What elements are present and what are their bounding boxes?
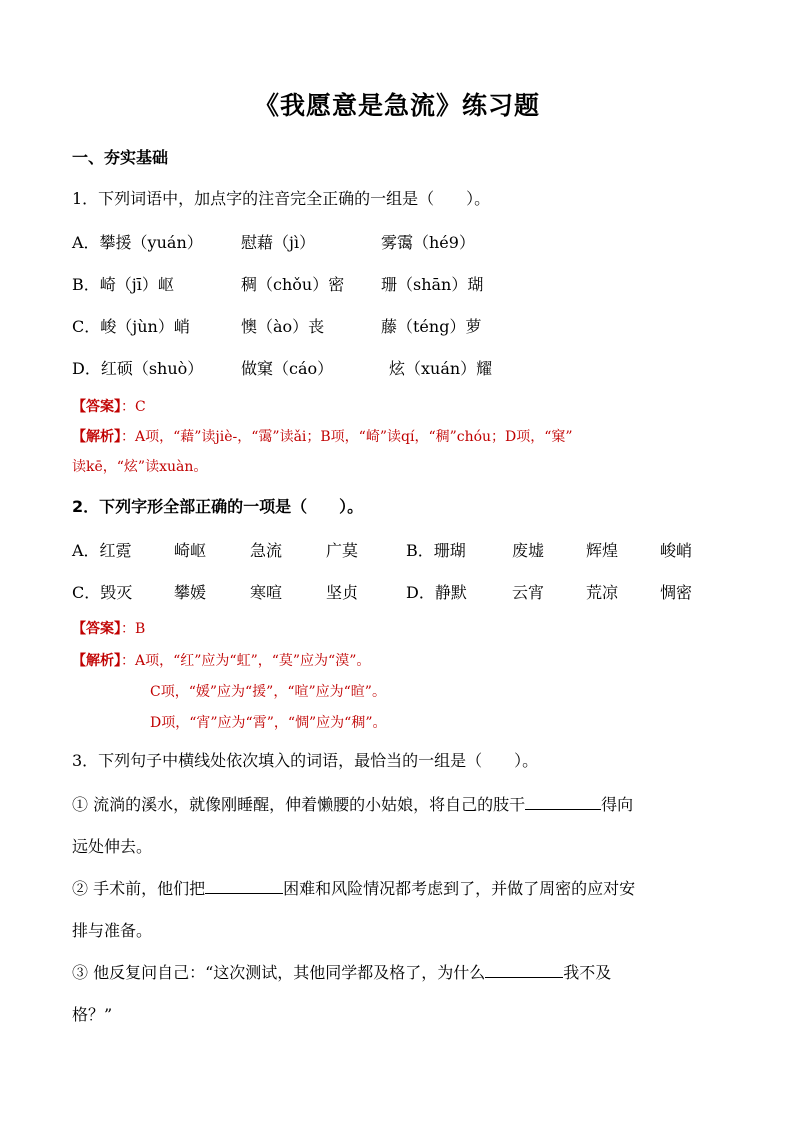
q1-analysis-line-1 [72,426,573,446]
q1-option-a-2: 慰藉（jì） [241,233,316,252]
q3-sentence-1-line-2: 远处伸去。 [72,837,153,856]
q2-row1-3: 急流 [250,541,283,560]
q2-analysis-line-2: C项，“媛”应为“援”，“喧”应为“暄”。 [150,684,386,700]
analysis-label: 【解析】 [72,653,121,669]
q2-row2-7: 荒凉 [586,583,619,602]
page-title: 《我愿意是急流》练习题 [253,91,540,120]
question-1-stem: 1．下列词语中，加点字的注音完全正确的一组是（ ）。 [72,189,491,208]
question-2-stem: 2．下列字形全部正确的一项是（ ）。 [72,497,364,516]
q1-option-d-3: 炫（xuán）耀 [389,359,493,378]
answer-label: 【答案】 [72,399,121,415]
section-heading: 一、夯实基础 [72,148,169,167]
answer-value: ：C [121,399,146,415]
q1-option-b-1: B．崎（jī）岖 [72,275,174,294]
fill-blank-2[interactable] [205,879,283,894]
sentence-text: 我不及 [563,963,612,982]
q3-sentence-2-line-2: 排与准备。 [72,921,153,940]
sentence-text: ① 流淌的溪水，就像刚睡醒，伸着懒腰的小姑娘，将自己的肢干 [72,795,526,814]
q2-row2-8: 惆密 [660,583,693,602]
q1-option-c-2: 懊（ào）丧 [241,317,325,336]
q2-row1-5: B．珊瑚 [406,541,466,560]
sentence-text: ③ 他反复问自己：“这次测试，其他同学都及格了，为什么 [72,963,486,982]
question-3-stem: 3．下列句子中横线处依次填入的词语，最恰当的一组是（ ）。 [72,751,539,770]
q1-option-a-3: 雾霭（hé9） [381,233,475,252]
q2-row2-1: C．毁灭 [72,583,133,602]
q3-sentence-3-line-2: 格？” [72,1005,113,1024]
analysis-text: ：A项，“藉”读jiè-，“霭”读ǎi；B项，“崎”读qí，“稠”chóu；D项，“窠” [121,429,573,445]
q2-row2-6: 云宵 [512,583,545,602]
q3-sentence-1-line-1 [72,792,633,815]
q1-option-d-1: D．红硕（shuò） [72,359,204,378]
q1-option-b-3: 珊（shān）瑚 [381,275,484,294]
q2-row1-1: A．红霓 [72,541,132,560]
q2-row1-4: 广莫 [326,541,359,560]
q1-option-c-3: 藤（téng）萝 [381,317,482,336]
q2-row1-6: 废墟 [512,541,545,560]
q1-option-c-1: C．峻（jùn）峭 [72,317,190,336]
answer-value: ：B [121,621,146,637]
answer-label: 【答案】 [72,621,121,637]
q3-sentence-3-line-1 [72,960,611,983]
sentence-text: 困难和风险情况都考虑到了，并做了周密的应对安 [283,879,636,898]
q3-sentence-2-line-1 [72,876,635,899]
q1-answer [72,396,146,416]
fill-blank-1[interactable] [525,795,601,810]
fill-blank-3[interactable] [485,963,563,978]
q2-answer [72,618,145,638]
sentence-text: 得向 [601,795,634,814]
q2-row2-5: D．静默 [406,583,467,602]
q1-option-b-2: 稠（chǒu）密 [241,275,345,294]
q1-option-a-1: A．攀援（yuán） [72,233,203,252]
q1-option-d-2: 做窠（cáo） [241,359,334,378]
analysis-text: ：A项，“红”应为“虹”，“莫”应为“漠”。 [121,653,371,669]
q2-row1-2: 崎岖 [174,541,207,560]
q2-row2-2: 攀媛 [174,583,207,602]
q1-analysis-line-2: 读kē，“炫”读xuàn。 [72,459,208,475]
analysis-label: 【解析】 [72,429,121,445]
sentence-text: ② 手术前，他们把 [72,879,206,898]
q2-analysis-line-3: D项，“宵”应为“霄”，“惆”应为“稠”。 [150,715,387,731]
q2-row2-3: 寒喧 [250,583,283,602]
q2-row1-7: 辉煌 [586,541,619,560]
q2-row1-8: 峻峭 [660,541,693,560]
q2-row2-4: 坚贞 [326,583,359,602]
q2-analysis-line-1 [72,650,370,670]
